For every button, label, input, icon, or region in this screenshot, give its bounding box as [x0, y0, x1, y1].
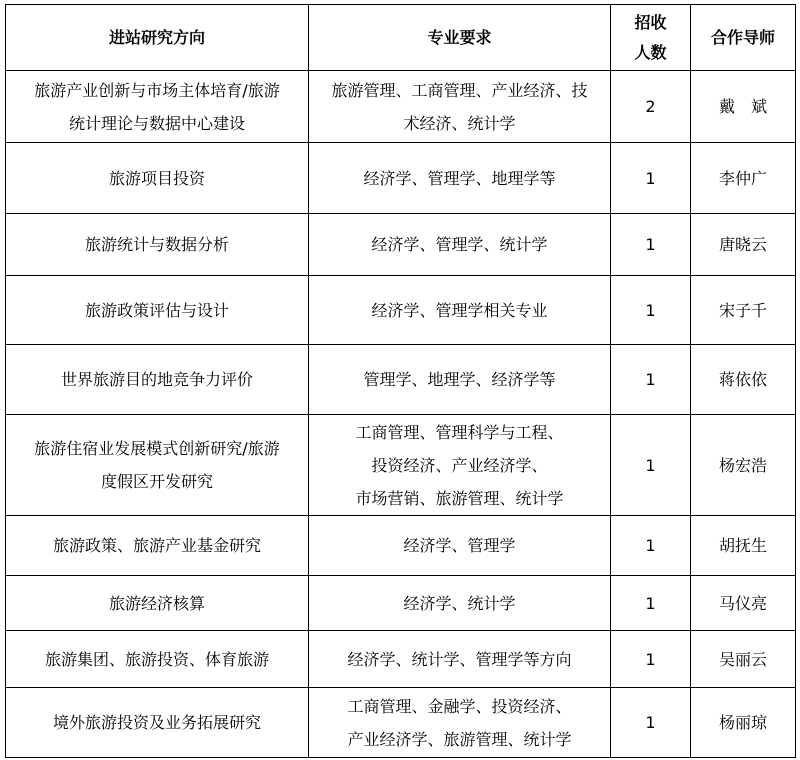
table-body — [6, 71, 796, 758]
cell-advisor: 李仲广 — [691, 143, 796, 214]
cell-direction-line: 旅游集团、旅游投资、体育旅游 — [44, 649, 269, 669]
cell-direction — [6, 688, 309, 758]
cell-quota: 1 — [611, 576, 691, 631]
cell-direction — [6, 516, 309, 576]
table-row — [6, 631, 796, 688]
cell-major-line: 经济学、管理学、统计学 — [371, 235, 548, 254]
cell-advisor: 唐晓云 — [691, 214, 796, 276]
cell-major-line: 经济学、管理学相关专业 — [371, 300, 548, 320]
cell-major — [309, 71, 611, 143]
cell-direction-line: 旅游产业创新与市场主体培育/旅游 — [34, 80, 280, 100]
table-row — [6, 214, 796, 276]
cell-major — [309, 276, 611, 345]
cell-direction-line: 世界旅游目的地竞争力评价 — [60, 370, 253, 389]
cell-advisor: 马仪亮 — [691, 576, 796, 631]
cell-major-line: 经济学、管理学 — [403, 536, 516, 555]
cell-direction-line: 旅游政策评估与设计 — [84, 300, 229, 320]
cell-direction — [6, 631, 309, 688]
table-row — [6, 345, 796, 415]
cell-major — [309, 214, 611, 276]
header-quota-line2: 人数 — [634, 42, 667, 62]
cell-major-line: 旅游管理、工商管理、产业经济、技 — [331, 80, 588, 100]
cell-advisor: 胡抚生 — [691, 516, 796, 576]
cell-major-line: 市场营销、旅游管理、统计学 — [355, 488, 564, 508]
cell-direction-line: 旅游住宿业发展模式创新研究/旅游 — [34, 439, 280, 458]
cell-advisor: 蒋依依 — [691, 345, 796, 415]
postdoc-direction-table — [5, 4, 796, 758]
table-row — [6, 415, 796, 516]
cell-direction-line: 旅游项目投资 — [108, 168, 205, 188]
cell-major-line: 管理学、地理学、经济学等 — [363, 370, 556, 389]
cell-major — [309, 576, 611, 631]
cell-direction-line: 旅游统计与数据分析 — [84, 235, 229, 254]
header-direction: 进站研究方向 — [6, 5, 309, 71]
table-row — [6, 71, 796, 143]
cell-major-line: 工商管理、金融学、投资经济、 — [347, 696, 572, 716]
table-row — [6, 576, 796, 631]
header-advisor: 合作导师 — [691, 5, 796, 71]
cell-quota: 1 — [611, 631, 691, 688]
cell-direction — [6, 71, 309, 143]
cell-major — [309, 345, 611, 415]
cell-quota: 1 — [611, 688, 691, 758]
table-row — [6, 688, 796, 758]
header-quota — [611, 5, 691, 71]
cell-advisor: 戴 斌 — [691, 71, 796, 143]
cell-major — [309, 415, 611, 516]
cell-direction — [6, 576, 309, 631]
cell-quota: 1 — [611, 276, 691, 345]
header-major: 专业要求 — [309, 5, 611, 71]
cell-major — [309, 516, 611, 576]
cell-advisor: 宋子千 — [691, 276, 796, 345]
cell-major-line: 工商管理、管理科学与工程、 — [355, 422, 564, 442]
table-row — [6, 276, 796, 345]
cell-major-line: 产业经济学、旅游管理、统计学 — [347, 729, 572, 749]
cell-direction — [6, 214, 309, 276]
cell-direction-line: 境外旅游投资及业务拓展研究 — [52, 713, 261, 732]
cell-direction-line: 统计理论与数据中心建设 — [68, 113, 245, 133]
cell-quota: 1 — [611, 415, 691, 516]
cell-direction-line: 旅游经济核算 — [108, 593, 205, 613]
table-row — [6, 516, 796, 576]
cell-quota: 1 — [611, 214, 691, 276]
cell-major-line: 经济学、管理学、地理学等 — [363, 168, 556, 188]
table-row — [6, 143, 796, 214]
cell-major-line: 经济学、统计学 — [403, 593, 516, 613]
cell-direction — [6, 143, 309, 214]
cell-major-line: 投资经济、产业经济学、 — [371, 455, 548, 475]
cell-major — [309, 631, 611, 688]
cell-direction-line: 度假区开发研究 — [100, 472, 213, 491]
cell-major — [309, 688, 611, 758]
cell-direction — [6, 345, 309, 415]
cell-quota: 1 — [611, 345, 691, 415]
cell-advisor: 杨宏浩 — [691, 415, 796, 516]
header-quota-line1: 招收 — [634, 12, 667, 32]
cell-major — [309, 143, 611, 214]
cell-major-line: 经济学、统计学、管理学等方向 — [347, 649, 572, 669]
cell-advisor: 吴丽云 — [691, 631, 796, 688]
cell-advisor: 杨丽琼 — [691, 688, 796, 758]
cell-major-line: 术经济、统计学 — [403, 113, 516, 133]
cell-quota: 1 — [611, 143, 691, 214]
cell-quota: 1 — [611, 516, 691, 576]
cell-direction — [6, 415, 309, 516]
cell-direction-line: 旅游政策、旅游产业基金研究 — [52, 536, 261, 555]
cell-direction — [6, 276, 309, 345]
header-row — [6, 5, 796, 71]
cell-quota: 2 — [611, 71, 691, 143]
